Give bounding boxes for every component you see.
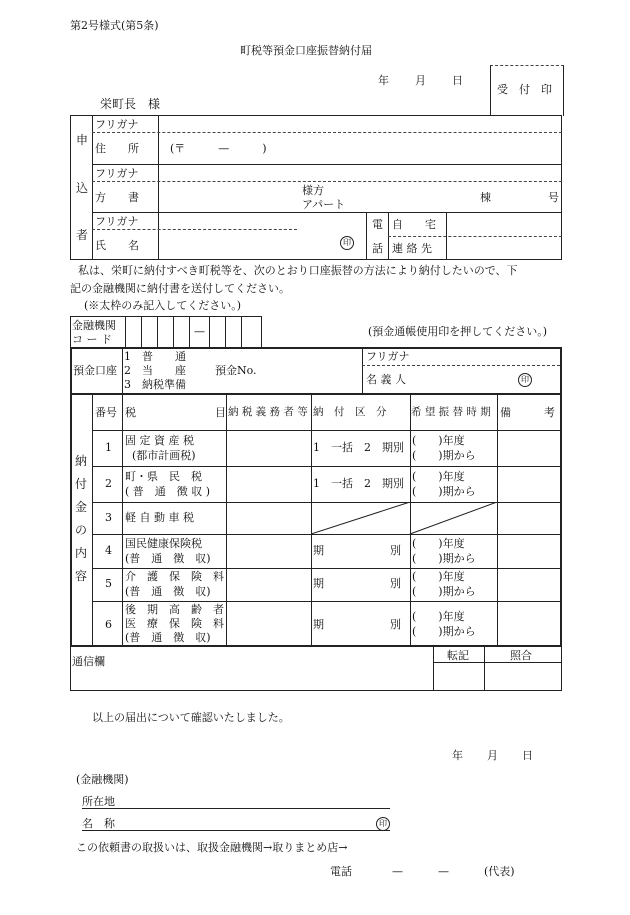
phone-label: 電話	[330, 865, 352, 878]
date-year: 年	[378, 74, 389, 87]
row-5-timing-1[interactable]: ( )年度	[412, 570, 465, 583]
row-6-timing-2[interactable]: ( )期から	[412, 625, 476, 638]
address-label: 住 所	[95, 142, 139, 155]
confirm-text: 以上の届出について確認いたしました。	[92, 711, 290, 724]
transfer-label: 転記	[447, 649, 469, 662]
date-month: 月	[415, 74, 426, 87]
page-title: 町税等預金口座振替納付届	[240, 44, 372, 57]
row-2-timing-2[interactable]: ( )期から	[412, 485, 476, 498]
tax-side-2: 付	[74, 477, 87, 491]
row-2-num: 2	[105, 477, 112, 490]
row-3-tax-1: 軽 自 動 車 税	[125, 511, 194, 524]
row-2-tax-1: 町・県 民 税	[125, 470, 202, 483]
tel-label-1: 電	[372, 218, 383, 231]
bank-code-label-1: 金融機関	[72, 319, 116, 332]
addressee: 栄町長 様	[100, 97, 161, 111]
account-type-1[interactable]: 1 普 通	[124, 350, 186, 363]
furigana-label-2: フリガナ	[95, 167, 139, 180]
row-5-tax-1: 介 護 保 険 料	[125, 570, 224, 583]
row-5-timing-2[interactable]: ( )期から	[412, 585, 476, 598]
row-5-division[interactable]: 期 別	[313, 577, 401, 590]
row-1-tax-1: 固 定 資 産 税	[125, 434, 194, 447]
contact-label: 連 絡 先	[392, 242, 432, 255]
location-label: 所在地	[82, 795, 115, 808]
row-2-timing-1[interactable]: ( )年度	[412, 470, 465, 483]
bank-label: (金融機関)	[76, 773, 129, 786]
statement-line-2: 記の金融機関に納付書を送付してください。	[70, 282, 290, 295]
row-2-division[interactable]: 1 一括 2 期別	[313, 477, 404, 490]
row-6-tax-1: 後 期 高 齢 者	[125, 603, 224, 616]
name-label: 氏 名	[95, 239, 139, 252]
bank-seal: 印	[376, 817, 390, 831]
account-type-2[interactable]: 2 当 座	[124, 364, 186, 377]
account-number-label: 預金No.	[215, 364, 257, 377]
confirm-year: 年	[452, 749, 463, 762]
address-field[interactable]: (〒 — )	[170, 142, 267, 155]
form-number: 第2号様式(第5条)	[70, 19, 159, 32]
tel-label-2: 話	[372, 242, 383, 255]
comm-label: 通信欄	[72, 655, 105, 668]
row-6-tax-2: 医 療 保 険 料	[125, 617, 224, 630]
tax-side-4: の	[74, 523, 87, 537]
phone-dash-2: —	[438, 865, 449, 878]
row-1-timing-2[interactable]: ( )期から	[412, 449, 476, 462]
bank-name-label: 名 称	[82, 817, 115, 830]
row-4-tax-2: (普 通 徴 収)	[125, 552, 211, 565]
row-1-num: 1	[105, 441, 112, 454]
stamp-note: (預金通帳使用印を押してください。)	[368, 325, 548, 338]
check-label: 照合	[510, 649, 532, 662]
location-line	[82, 808, 390, 809]
date-day: 日	[452, 74, 463, 87]
building: 棟	[480, 191, 491, 204]
row-1-division[interactable]: 1 一括 2 期別	[313, 441, 404, 454]
account-type-3[interactable]: 3 納税準備	[124, 378, 186, 391]
row-6-timing-1[interactable]: ( )年度	[412, 610, 465, 623]
receipt-stamp-label: 受 付 印	[497, 83, 552, 96]
furigana-label-1: フリガナ	[95, 118, 139, 131]
row-2-tax-2: ( 普 通 徴 収 )	[125, 485, 211, 498]
row-5-num: 5	[105, 577, 112, 590]
row-1-timing-1[interactable]: ( )年度	[412, 434, 465, 447]
row-6-tax-3: (普 通 徴 収)	[125, 631, 211, 644]
header-payer: 納 税 義 務 者 等	[228, 406, 308, 418]
phone-dash-1: —	[392, 865, 403, 878]
header-tax-end: 目	[215, 406, 226, 419]
row-1-tax-2: (都市計画税)	[132, 449, 196, 462]
row-5-tax-2: (普 通 徴 収)	[125, 585, 211, 598]
bank-code-label-2: コ ー ド	[72, 333, 112, 346]
header-division: 納 付 区 分	[313, 406, 387, 418]
sama-kata: 様方	[302, 184, 324, 197]
handling-text: この依頼書の取扱いは、取扱金融機関→取りまとめ店→	[76, 841, 348, 854]
row-4-timing-1[interactable]: ( )年度	[412, 537, 465, 550]
row-4-num: 4	[105, 544, 112, 557]
not-applicable-strike	[311, 502, 498, 535]
apart: アパート	[302, 198, 346, 211]
applicant-side-1: 申	[76, 133, 89, 147]
account-type-label: 預金口座	[73, 364, 117, 377]
holder-furigana: フリガナ	[366, 350, 410, 363]
statement-note: (※太枠のみ記入してください。)	[84, 299, 242, 312]
holder-seal: 印	[518, 373, 532, 387]
header-num: 番号	[95, 406, 117, 419]
tax-side-1: 納	[74, 454, 87, 468]
room: 号	[548, 191, 559, 204]
tax-side-3: 金	[74, 500, 87, 514]
confirm-day: 日	[522, 749, 533, 762]
statement-line-1: 私は、栄町に納付すべき町税等を、次のとおり口座振替の方法により納付したいので、下	[78, 264, 518, 277]
row-4-timing-2[interactable]: ( )期から	[412, 552, 476, 565]
row-3-num: 3	[105, 511, 112, 524]
applicant-side-3: 者	[76, 228, 89, 242]
header-timing: 希 望 振 替 時 期	[411, 406, 491, 418]
row-6-num: 6	[105, 618, 112, 631]
header-remarks: 備 考	[500, 406, 555, 419]
holder-label: 名 義 人	[366, 373, 406, 386]
home-label: 自 宅	[392, 218, 436, 231]
kata-label: 方 書	[95, 191, 139, 204]
header-tax: 税	[125, 406, 136, 419]
furigana-label-3: フリガナ	[95, 215, 139, 228]
bank-name-line	[82, 830, 390, 831]
row-4-tax-1: 国民健康保険税	[125, 537, 202, 550]
tax-side-6: 容	[74, 569, 87, 583]
row-4-division[interactable]: 期 別	[313, 544, 401, 557]
applicant-side-2: 込	[76, 181, 89, 195]
row-6-division[interactable]: 期 別	[313, 618, 401, 631]
name-seal: 印	[340, 236, 354, 250]
confirm-month: 月	[487, 749, 498, 762]
bank-code-dash: —	[194, 325, 205, 338]
phone-rep: (代表)	[484, 865, 515, 878]
tax-side-5: 内	[74, 546, 87, 560]
